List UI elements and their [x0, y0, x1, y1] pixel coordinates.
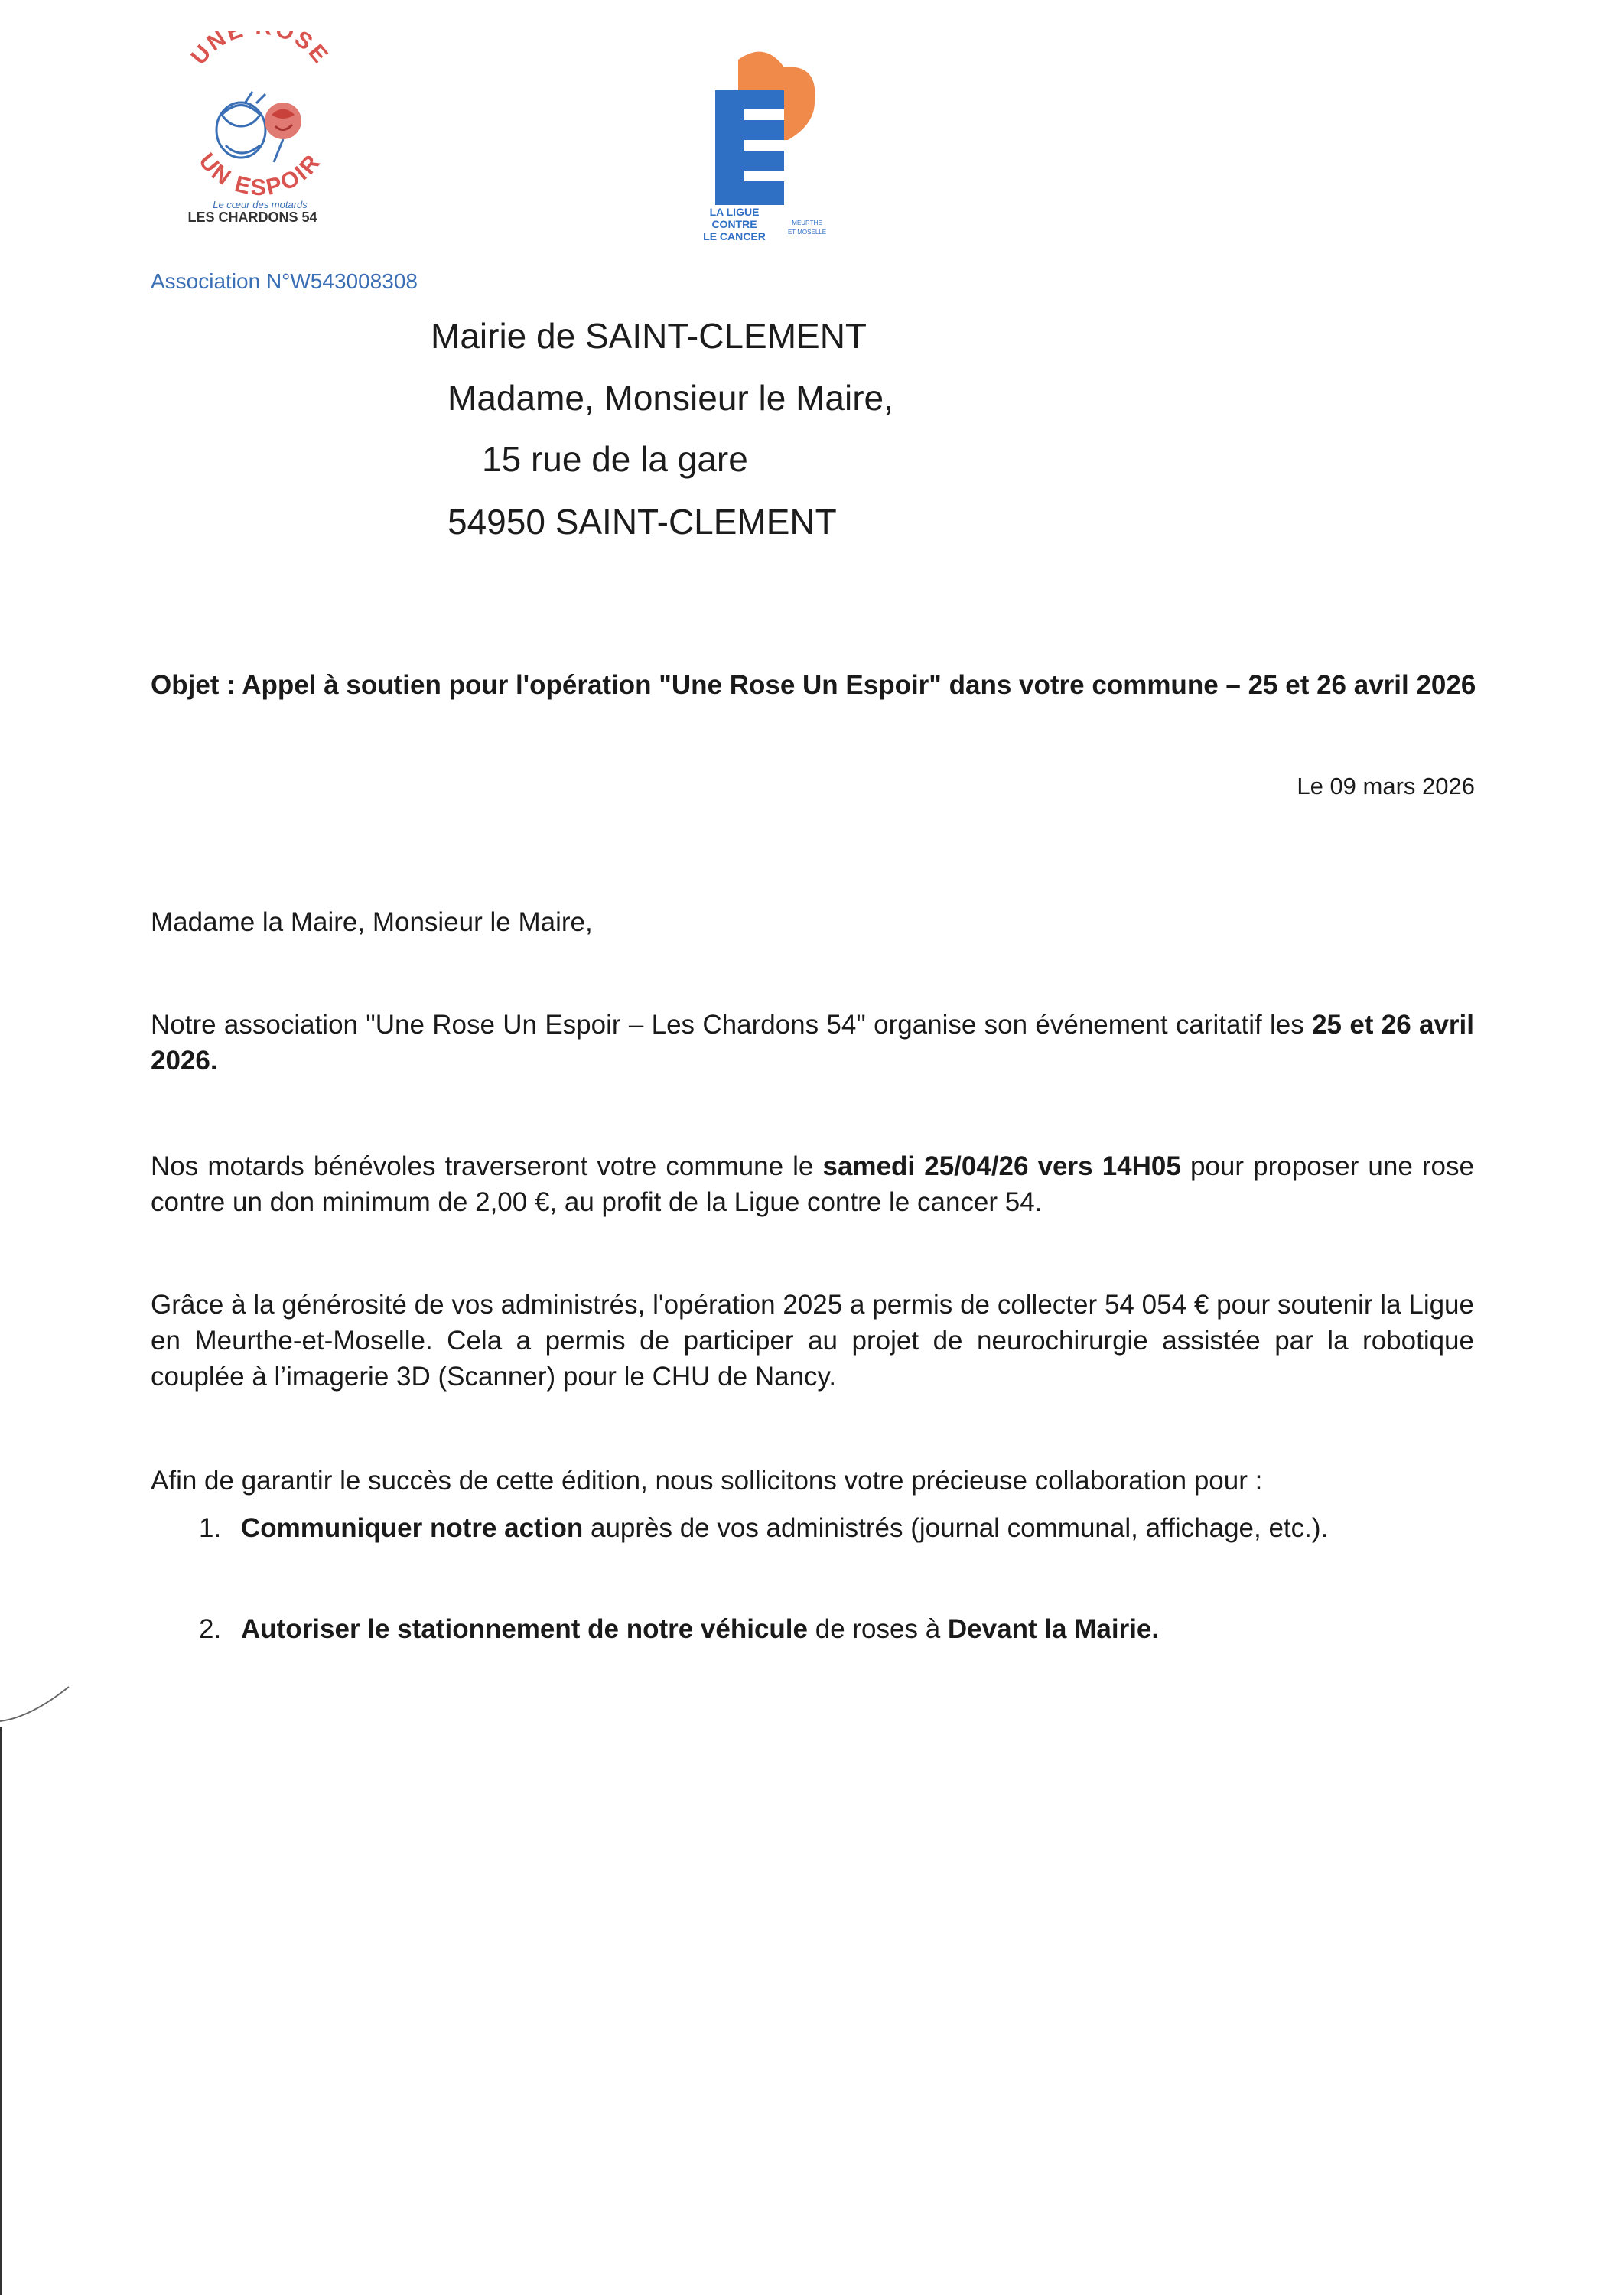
recipient-line-1: Mairie de SAINT-CLEMENT — [431, 316, 867, 356]
ligue-line2: CONTRE — [711, 218, 757, 230]
paragraph-passage-text: Nos motards bénévoles traverseront votre commune le — [151, 1151, 823, 1181]
rose-motorcycle-icon — [168, 31, 352, 230]
ligue-line5: ET MOSELLE — [787, 229, 827, 236]
list-item — [199, 1614, 1159, 1645]
scan-edge-line — [0, 1727, 2, 2295]
list-item-number: 2. — [199, 1614, 222, 1644]
scan-mark — [0, 1683, 76, 1729]
ligue-heart-icon — [692, 44, 845, 243]
svg-text:UN ESPOIR — [194, 148, 326, 200]
logo-tagline: Le cœur des motards — [213, 199, 308, 210]
list-item-rest: auprès de vos administrés (journal communal, affichage, etc.). — [583, 1513, 1329, 1543]
ligue-line4: MEURTHE — [792, 220, 822, 226]
paragraph-event — [151, 1007, 1474, 1079]
paragraph-results: Grâce à la générosité de vos administrés, l'opération 2025 a permis de collecter 54 054 € pour soutenir la Ligue en Meurthe-et-Moselle. Cela a permis de participer au projet de neurochirurgie assistée par la robotique couplée à l’imagerie 3D (Scanner) pour le CHU de Nancy. — [151, 1290, 1474, 1392]
paragraph-passage — [151, 1148, 1474, 1220]
paragraph-event-text: Notre association "Une Rose Un Espoir – Les Chardons 54" organise son événement caritatif les — [151, 1010, 1313, 1040]
svg-text:UNE ROSE — [186, 31, 334, 70]
ligue-line1: LA LIGUE — [709, 206, 760, 218]
list-item-middle: de roses à — [808, 1614, 948, 1644]
list-item-bold-location: Devant la Mairie — [947, 1614, 1152, 1644]
logo-subtitle: LES CHARDONS 54 — [187, 210, 317, 225]
paragraph-event-dates: 25 et 26 avril 2026 — [151, 1010, 1474, 1076]
recipient-line-4: 54950 SAINT-CLEMENT — [447, 502, 837, 542]
list-item-number: 1. — [199, 1513, 222, 1543]
paragraph-event-end: . — [210, 1046, 218, 1076]
letter-date: Le 09 mars 2026 — [1297, 773, 1475, 799]
salutation: Madame la Maire, Monsieur le Maire, — [151, 907, 593, 937]
letter-subject: Objet : Appel à soutien pour l'opération "Une Rose Un Espoir" dans votre commune – 25 et 26 avril 2026 — [151, 670, 1476, 700]
recipient-line-2: Madame, Monsieur le Maire, — [447, 378, 893, 418]
paragraph-request: Afin de garantir le succès de cette édition, nous sollicitons votre précieuse collaboration pour : — [151, 1466, 1263, 1496]
logo-text-top: UNE OSE — [186, 31, 334, 70]
list-item-end: . — [1151, 1614, 1160, 1644]
recipient-line-3: 15 rue de la gare — [482, 439, 748, 479]
association-number: Association N°W543008308 — [151, 269, 418, 293]
list-item-bold: Autoriser le stationnement de notre véhicule — [241, 1614, 808, 1644]
ligue-contre-le-cancer-logo — [692, 44, 845, 243]
paragraph-passage-time: samedi 25/04/26 vers 14H05 — [822, 1151, 1181, 1181]
logo-text-bottom: UN ESPOIR — [194, 148, 327, 201]
paragraph-passage-rest: pour proposer une rose contre un don minimum de 2,00 €, au profit de la Ligue contre le cancer 54. — [151, 1151, 1474, 1217]
une-rose-un-espoir-logo — [168, 31, 352, 230]
ligue-line3: LE CANCER — [703, 230, 766, 243]
list-item — [199, 1513, 1328, 1544]
list-item-bold: Communiquer notre action — [241, 1513, 584, 1543]
